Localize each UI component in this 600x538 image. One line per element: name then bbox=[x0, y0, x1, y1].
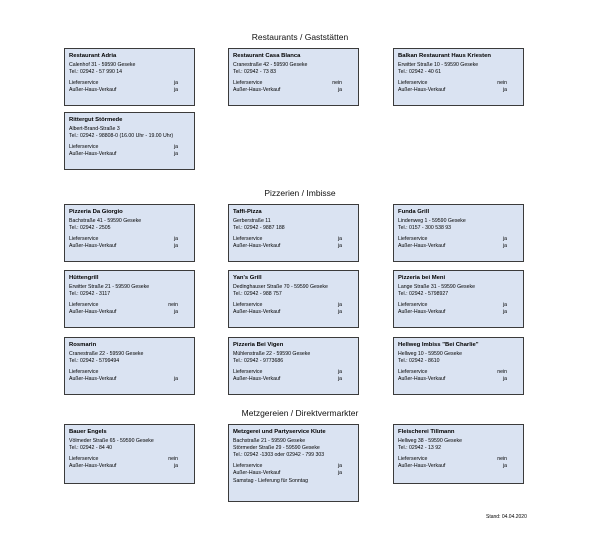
vendor-info-line: Albert-Brand-Straße 3 bbox=[69, 125, 120, 132]
ausser-haus-row bbox=[233, 470, 354, 477]
vendor-info-line: Bachstraße 41 - 59590 Geseke bbox=[69, 217, 142, 224]
ausser-haus-row bbox=[233, 87, 354, 94]
vendor-card bbox=[228, 270, 359, 328]
vendor-name: Pizzeria Bei Vigen bbox=[233, 342, 284, 348]
ausser-haus-row bbox=[398, 243, 519, 250]
vendor-name: Metzgerei und Partyservice Klute bbox=[233, 429, 326, 435]
lieferservice-label: Lieferservice bbox=[398, 368, 428, 375]
ausser-haus-value: ja bbox=[502, 376, 507, 383]
vendor-info-line: Tel.: 02942 - 5798927 bbox=[398, 290, 449, 297]
ausser-haus-value: ja bbox=[337, 376, 342, 383]
section-title-pizzerien: Pizzerien / Imbisse bbox=[264, 188, 336, 198]
lieferservice-row bbox=[233, 80, 354, 87]
section-title-metzgereien: Metzgereien / Direktvermarkter bbox=[241, 408, 359, 418]
lieferservice-value: ja bbox=[173, 143, 178, 150]
lieferservice-row bbox=[398, 302, 519, 309]
ausser-haus-label: Außer-Haus-Verkauf bbox=[233, 309, 281, 316]
ausser-haus-row bbox=[398, 87, 519, 94]
ausser-haus-label: Außer-Haus-Verkauf bbox=[398, 376, 446, 383]
ausser-haus-label: Außer-Haus-Verkauf bbox=[69, 243, 117, 250]
section-title-restaurants: Restaurants / Gaststätten bbox=[251, 32, 349, 42]
ausser-haus-row bbox=[69, 376, 190, 383]
ausser-haus-value: ja bbox=[173, 376, 178, 383]
lieferservice-row bbox=[233, 236, 354, 243]
ausser-haus-row bbox=[398, 309, 519, 316]
lieferservice-label: Lieferservice bbox=[233, 79, 263, 86]
ausser-haus-label: Außer-Haus-Verkauf bbox=[69, 376, 117, 383]
ausser-haus-row bbox=[398, 376, 519, 383]
ausser-haus-label: Außer-Haus-Verkauf bbox=[69, 151, 117, 158]
vendor-info-line: Tel.: 02942 - 8610 bbox=[398, 357, 440, 364]
lieferservice-value: ja bbox=[173, 235, 178, 242]
vendor-name: Hellweg Imbiss "Bei Charlie" bbox=[398, 342, 479, 348]
vendor-name: Hüttengrill bbox=[69, 275, 99, 281]
ausser-haus-row bbox=[69, 463, 190, 470]
lieferservice-label: Lieferservice bbox=[69, 368, 99, 375]
lieferservice-value: nein bbox=[497, 79, 507, 86]
vendor-info-line: Mühlenstraße 22 - 59590 Geseke bbox=[233, 350, 311, 357]
ausser-haus-value: ja bbox=[502, 87, 507, 94]
lieferservice-label: Lieferservice bbox=[233, 463, 263, 470]
lieferservice-row bbox=[398, 236, 519, 243]
ausser-haus-row bbox=[69, 309, 190, 316]
ausser-haus-value: ja bbox=[337, 309, 342, 316]
vendor-info-line: Erwitter Straße 10 - 59590 Geseke bbox=[398, 61, 479, 68]
vendor-info-line: Tel.: 02942 - 3117 bbox=[69, 290, 111, 297]
lieferservice-label: Lieferservice bbox=[398, 235, 428, 242]
ausser-haus-value: ja bbox=[337, 470, 342, 477]
vendor-name: Pizzeria Da Giorgio bbox=[69, 209, 123, 215]
vendor-card bbox=[228, 424, 359, 502]
ausser-haus-label: Außer-Haus-Verkauf bbox=[233, 470, 281, 477]
ausser-haus-label: Außer-Haus-Verkauf bbox=[398, 243, 446, 250]
ausser-haus-value: ja bbox=[502, 243, 507, 250]
lieferservice-value: nein bbox=[332, 79, 342, 86]
lieferservice-label: Lieferservice bbox=[233, 235, 263, 242]
lieferservice-row bbox=[233, 369, 354, 376]
vendor-name: Restaurant Casa Blanca bbox=[233, 53, 301, 59]
lieferservice-row bbox=[233, 463, 354, 470]
vendor-info-line: Tel.: 02942 - 9887 188 bbox=[233, 224, 285, 231]
vendor-name: Restaurant Adria bbox=[69, 53, 117, 59]
lieferservice-row bbox=[69, 302, 190, 309]
vendor-name: Balkan Restaurant Haus Kriesten bbox=[398, 53, 491, 59]
vendor-info-line: Gerberstraße 11 bbox=[233, 217, 271, 224]
lieferservice-row bbox=[69, 80, 190, 87]
vendor-card bbox=[393, 337, 524, 395]
vendor-info-line: Bachstraße 21 - 59590 Geseke bbox=[233, 437, 306, 444]
ausser-haus-row bbox=[398, 463, 519, 470]
vendor-info-line: Cranestraße 42 - 59590 Geseke bbox=[233, 61, 308, 68]
vendor-name: Fleischerei Tillmann bbox=[398, 429, 455, 435]
lieferservice-value: nein bbox=[168, 455, 178, 462]
ausser-haus-row bbox=[233, 243, 354, 250]
lieferservice-label: Lieferservice bbox=[69, 455, 99, 462]
lieferservice-label: Lieferservice bbox=[69, 301, 99, 308]
vendor-info-line: Tel.: 0157 - 300 538 93 bbox=[398, 224, 452, 231]
lieferservice-value: ja bbox=[337, 235, 342, 242]
ausser-haus-value: ja bbox=[502, 463, 507, 470]
ausser-haus-label: Außer-Haus-Verkauf bbox=[398, 87, 446, 94]
vendor-info-line: Tel.: 02942 - 98808-0 (16.00 Uhr - 19.00 Uhr) bbox=[69, 132, 174, 139]
vendor-info-line: Tel.: 02942 - 988 757 bbox=[233, 290, 282, 297]
vendor-info-line: Tel.: 02942 - 84 40 bbox=[69, 444, 112, 451]
lieferservice-label: Lieferservice bbox=[69, 143, 99, 150]
lieferservice-label: Lieferservice bbox=[398, 455, 428, 462]
lieferservice-row bbox=[69, 144, 190, 151]
vendor-card bbox=[64, 112, 195, 170]
vendor-info-line: Dedinghauser Straße 70 - 59590 Geseke bbox=[233, 283, 328, 290]
ausser-haus-label: Außer-Haus-Verkauf bbox=[69, 463, 117, 470]
lieferservice-value: ja bbox=[337, 463, 342, 470]
vendor-name: Funda Grill bbox=[398, 209, 430, 215]
stand-date: Stand: 04.04.2020 bbox=[486, 514, 527, 520]
vendor-card bbox=[64, 424, 195, 484]
vendor-info-line: Lindenweg 1 - 59590 Geseke bbox=[398, 217, 466, 224]
lieferservice-value: nein bbox=[497, 455, 507, 462]
lieferservice-value: nein bbox=[168, 301, 178, 308]
lieferservice-value: ja bbox=[502, 301, 507, 308]
lieferservice-label: Lieferservice bbox=[233, 301, 263, 308]
vendor-card bbox=[64, 270, 195, 328]
vendor-card bbox=[64, 204, 195, 262]
ausser-haus-label: Außer-Haus-Verkauf bbox=[69, 87, 117, 94]
lieferservice-row bbox=[398, 456, 519, 463]
vendor-info-line: Völmeder Straße 65 - 59590 Geseke bbox=[69, 437, 154, 444]
lieferservice-label: Lieferservice bbox=[69, 235, 99, 242]
ausser-haus-label: Außer-Haus-Verkauf bbox=[233, 87, 281, 94]
ausser-haus-label: Außer-Haus-Verkauf bbox=[398, 463, 446, 470]
vendor-info-line: Störmeder Straße 29 - 59590 Geseke bbox=[233, 444, 320, 451]
vendor-card bbox=[393, 270, 524, 328]
vendor-extra-note: Samstag - Lieferung für Sonntag bbox=[233, 477, 308, 484]
vendor-name: Taffi-Pizza bbox=[233, 209, 262, 215]
ausser-haus-value: ja bbox=[173, 151, 178, 158]
vendor-info-line: Tel.: 02942 - 57 990 14 bbox=[69, 68, 123, 75]
vendor-info-line: Tel.: 02942 - 9773686 bbox=[233, 357, 284, 364]
lieferservice-value: ja bbox=[337, 301, 342, 308]
ausser-haus-row bbox=[233, 309, 354, 316]
ausser-haus-value: ja bbox=[173, 243, 178, 250]
vendor-card bbox=[64, 48, 195, 106]
lieferservice-label: Lieferservice bbox=[398, 79, 428, 86]
ausser-haus-value: ja bbox=[173, 309, 178, 316]
vendor-name: Yan's Grill bbox=[233, 275, 262, 281]
lieferservice-row bbox=[233, 302, 354, 309]
ausser-haus-row bbox=[69, 87, 190, 94]
vendor-info-line: Hellweg 38 - 59590 Geseke bbox=[398, 437, 463, 444]
lieferservice-label: Lieferservice bbox=[398, 301, 428, 308]
vendor-info-line: Calenhof 31 - 59590 Geseke bbox=[69, 61, 136, 68]
lieferservice-row bbox=[69, 236, 190, 243]
lieferservice-value bbox=[178, 369, 190, 376]
vendor-card bbox=[393, 204, 524, 262]
ausser-haus-value: ja bbox=[173, 463, 178, 470]
vendor-info-line: Cranestraße 22 - 59590 Geseke bbox=[69, 350, 144, 357]
lieferservice-value: ja bbox=[337, 368, 342, 375]
vendor-name: Rosmarin bbox=[69, 342, 97, 348]
vendor-info-line: Tel.: 02942 - 73 83 bbox=[233, 68, 276, 75]
lieferservice-value: nein bbox=[497, 368, 507, 375]
vendor-card bbox=[228, 204, 359, 262]
vendor-info-line: Hellweg 10 - 59590 Geseke bbox=[398, 350, 463, 357]
ausser-haus-value: ja bbox=[173, 87, 178, 94]
vendor-card bbox=[64, 337, 195, 395]
vendor-card bbox=[393, 48, 524, 106]
ausser-haus-row bbox=[233, 376, 354, 383]
ausser-haus-label: Außer-Haus-Verkauf bbox=[69, 309, 117, 316]
ausser-haus-row bbox=[69, 151, 190, 158]
lieferservice-row bbox=[398, 80, 519, 87]
vendor-info-line: Tel.: 02942 - 2505 bbox=[69, 224, 111, 231]
lieferservice-row bbox=[69, 369, 190, 376]
vendor-info-line: Tel.: 02942 -1303 oder 02942 - 799 303 bbox=[233, 451, 325, 458]
ausser-haus-row bbox=[69, 243, 190, 250]
vendor-info-line: Lange Straße 31 - 59590 Geseke bbox=[398, 283, 475, 290]
vendor-info-line: Tel.: 02942 - 5799494 bbox=[69, 357, 120, 364]
vendor-card bbox=[228, 337, 359, 395]
ausser-haus-value: ja bbox=[337, 243, 342, 250]
ausser-haus-label: Außer-Haus-Verkauf bbox=[233, 376, 281, 383]
vendor-name: Rittergut Störmede bbox=[69, 117, 123, 123]
ausser-haus-value: ja bbox=[502, 309, 507, 316]
ausser-haus-label: Außer-Haus-Verkauf bbox=[398, 309, 446, 316]
lieferservice-row bbox=[69, 456, 190, 463]
vendor-name: Bauer Engels bbox=[69, 429, 107, 435]
vendor-info-line: Tel.: 02942 - 13 92 bbox=[398, 444, 441, 451]
vendor-info-line: Erwitter Straße 21 - 59590 Geseke bbox=[69, 283, 150, 290]
vendor-card bbox=[228, 48, 359, 106]
ausser-haus-label: Außer-Haus-Verkauf bbox=[233, 243, 281, 250]
lieferservice-row bbox=[398, 369, 519, 376]
ausser-haus-value: ja bbox=[337, 87, 342, 94]
vendor-info-line: Tel.: 02942 - 40 61 bbox=[398, 68, 441, 75]
lieferservice-label: Lieferservice bbox=[69, 79, 99, 86]
vendor-card bbox=[393, 424, 524, 484]
lieferservice-label: Lieferservice bbox=[233, 368, 263, 375]
vendor-name: Pizzeria bei Meni bbox=[398, 275, 446, 281]
lieferservice-value: ja bbox=[173, 79, 178, 86]
lieferservice-value: ja bbox=[502, 235, 507, 242]
